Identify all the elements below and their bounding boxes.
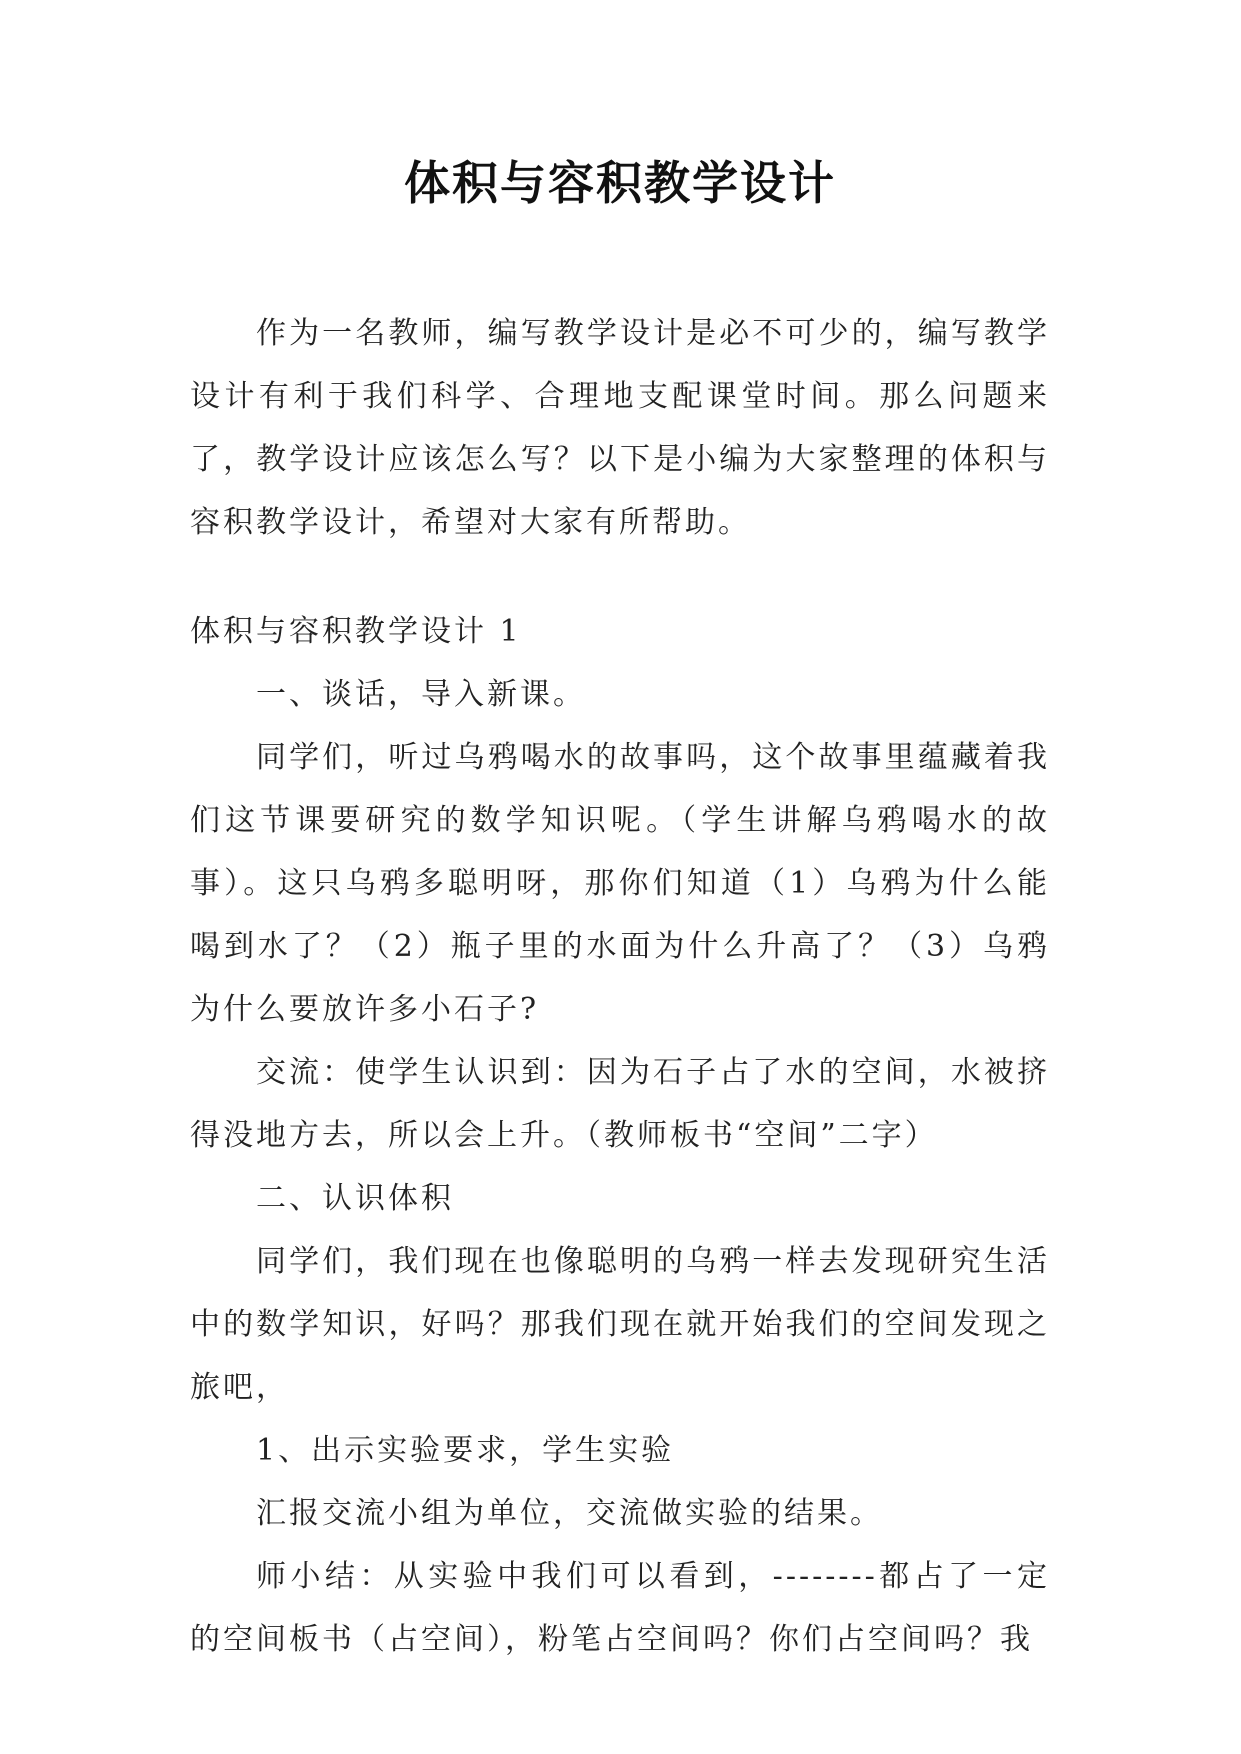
paragraph-5: 同学们，我们现在也像聪明的乌鸦一样去发现研究生活中的数学知识，好吗？那我们现在就开始我们的空间发现之旅吧， xyxy=(190,1244,1050,1405)
intro-paragraph: 作为一名教师，编写教学设计是必不可少的，编写教学设计有利于我们科学、合理地支配课堂时间。那么问题来了，教学设计应该怎么写？以下是小编为大家整理的体积与容积教学设计，希望对大家有所帮助。 xyxy=(190,316,1050,540)
paragraph-7: 汇报交流小组为单位，交流做实验的结果。 xyxy=(256,1496,883,1531)
paragraph-3: 交流：使学生认识到：因为石子占了水的空间，水被挤得没地方去，所以会上升。（教师板书“空间”二字） xyxy=(190,1055,1050,1153)
section-heading: 体积与容积教学设计 1 xyxy=(190,614,522,649)
paragraph-2: 同学们，听过乌鸦喝水的故事吗，这个故事里蕴藏着我们这节课要研究的数学知识呢。（学生讲解乌鸦喝水的故事）。这只乌鸦多聪明呀，那你们知道（1）乌鸦为什么能喝到水了？（2）瓶子里的水面为什么升高了？（3）乌鸦为什么要放许多小石子? xyxy=(190,740,1050,1027)
paragraph-6: 1、出示实验要求，学生实验 xyxy=(256,1433,675,1468)
paragraph-4: 二、认识体积 xyxy=(256,1181,454,1216)
document-title: 体积与容积教学设计 xyxy=(404,156,836,210)
paragraph-8: 师小结：从实验中我们可以看到，--------都占了一定的空间板书（占空间），粉笔占空间吗？你们占空间吗？我 xyxy=(190,1559,1050,1657)
document-page xyxy=(190,150,1050,1671)
paragraph-1: 一、谈话，导入新课。 xyxy=(256,677,586,712)
